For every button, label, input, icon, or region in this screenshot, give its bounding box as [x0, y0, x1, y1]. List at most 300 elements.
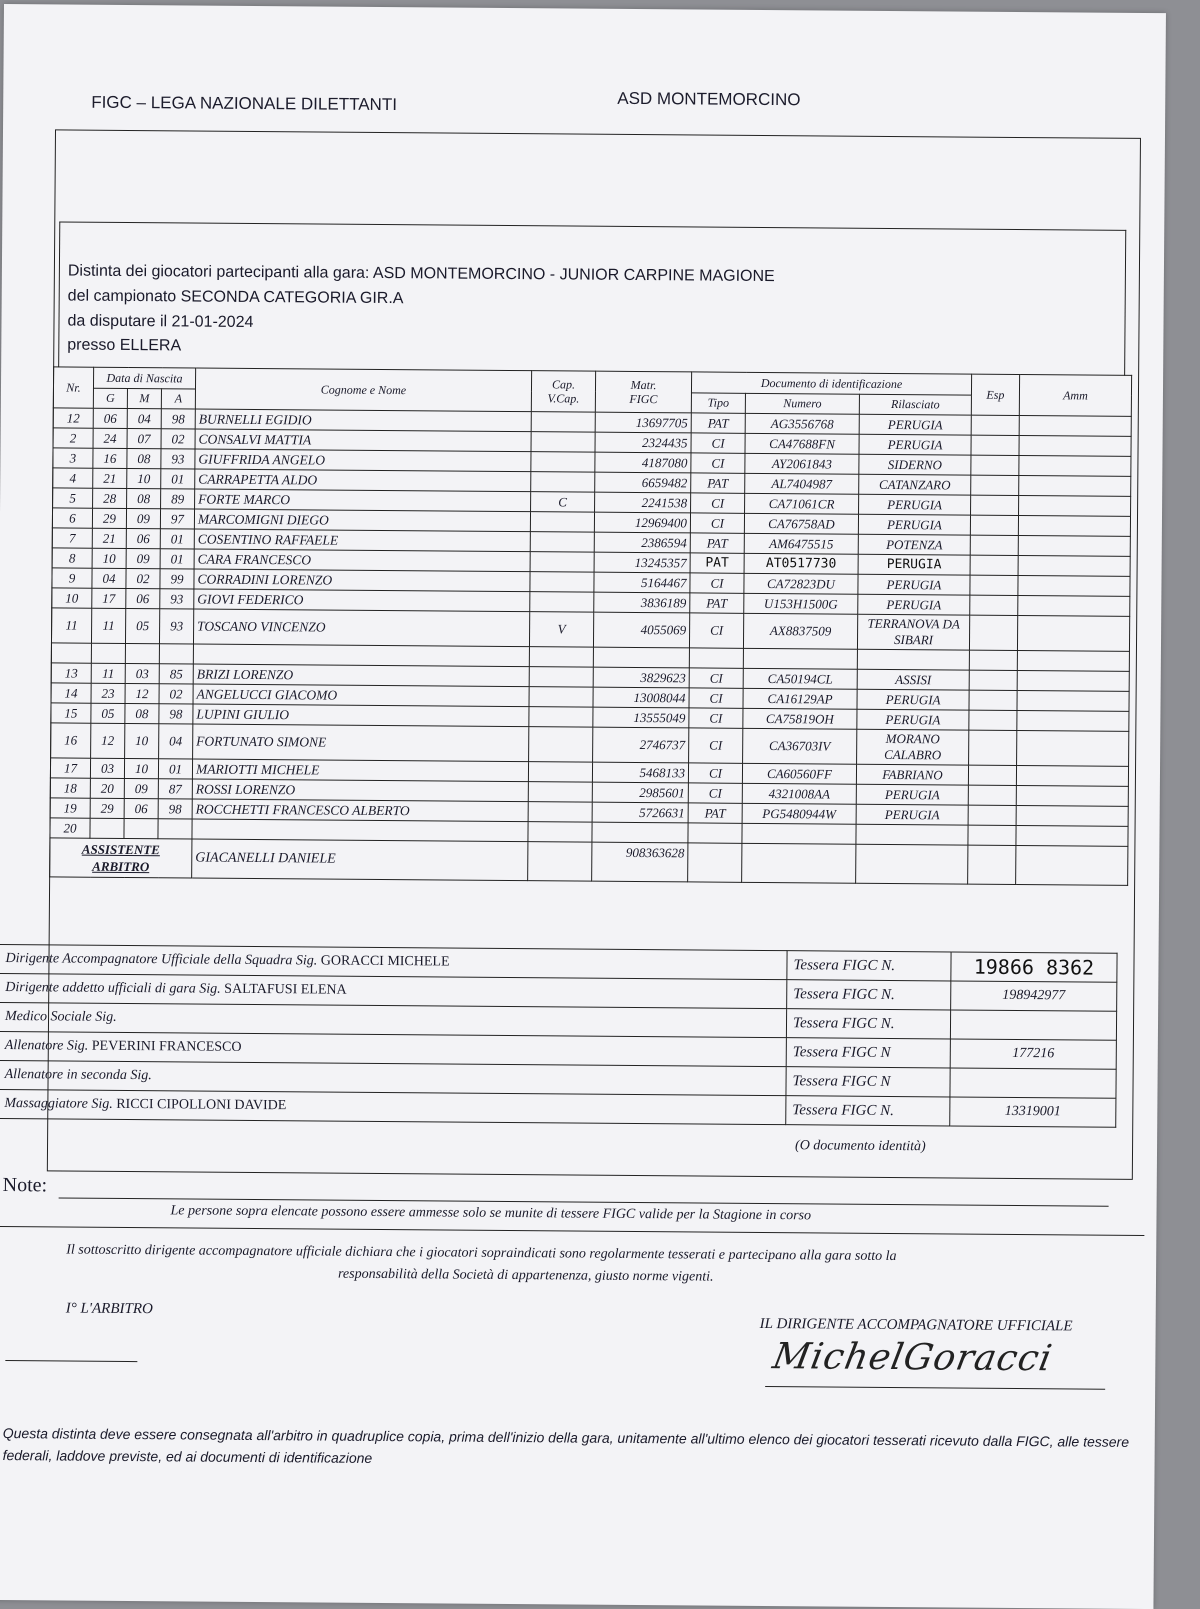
- cell-cap: [531, 412, 595, 433]
- cell-esp: [971, 415, 1019, 435]
- cell-name: CORRADINI LORENZO: [194, 569, 530, 592]
- cell-tipo: PAT: [691, 413, 745, 433]
- cell-ril: PERUGIA: [859, 494, 971, 515]
- cell-cap: [529, 727, 593, 763]
- cell-m: 02: [126, 568, 160, 588]
- cell-ril: TERRANOVA DA SIBARI: [857, 614, 969, 650]
- cell-name: COSENTINO RAFFAELE: [194, 529, 530, 552]
- assistant-cap: [528, 842, 592, 882]
- cell-a: 93: [159, 609, 193, 644]
- cell-m: 09: [126, 508, 160, 528]
- cell-numero: CA60560FF: [742, 763, 856, 784]
- cell-matr: 4187080: [595, 452, 691, 473]
- cell-g: 29: [92, 508, 126, 528]
- validity-note: Le persone sopra elencate possono essere ammesse solo se munite di tessere FIGC valide per la Stagione in corso: [170, 1203, 811, 1224]
- cell-m: 04: [127, 408, 161, 428]
- cell-tipo: CI: [690, 513, 744, 533]
- cell-cap: [531, 432, 595, 453]
- tessera-number: 19866 8362: [951, 952, 1117, 982]
- footer-instructions: Questa distinta deve essere consegnata all'arbitro in quadruplice copia, prima dell'inizio della gara, unitamente all'ultimo elenco dei giocatori tesserati ricevuto dalla FIGC, alle tessere federali, laddove previste, ed ai documenti di identificazione: [3, 1422, 1143, 1475]
- cell-amm: [1018, 535, 1130, 556]
- tessera-number: 198942977: [951, 981, 1117, 1011]
- cell-tipo: CI: [691, 493, 745, 513]
- cell-tipo: CI: [691, 433, 745, 453]
- col-matr-header: Matr. FIGC: [595, 371, 691, 413]
- col-numero-header: Numero: [745, 393, 859, 414]
- cell-a: 01: [158, 759, 192, 779]
- cell-m: 06: [124, 798, 158, 818]
- cell-a: 93: [161, 449, 195, 469]
- cell-numero: AX8837509: [743, 613, 857, 649]
- cell-numero: CA71061CR: [745, 493, 859, 514]
- cell-name: BRIZI LORENZO: [193, 664, 529, 687]
- cell-name: GIUFFRIDA ANGELO: [195, 449, 531, 472]
- cell-amm: [1019, 455, 1131, 476]
- cell-matr: 5726631: [592, 802, 688, 823]
- cell-matr: 2746737: [593, 727, 689, 763]
- cell-tipo: CI: [688, 763, 742, 783]
- cell-a: 89: [161, 489, 195, 509]
- cell-name: ROCCHETTI FRANCESCO ALBERTO: [192, 799, 528, 822]
- cell-g: 12: [91, 723, 125, 758]
- cell-esp: [968, 825, 1016, 845]
- cell-ril: PERUGIA: [857, 689, 969, 710]
- cell-g: 20: [90, 778, 124, 798]
- cell-ril: SIDERNO: [859, 454, 971, 475]
- cell-ril: PERUGIA: [857, 709, 969, 730]
- doc-note: (O documento identità): [795, 1138, 926, 1155]
- cell-a: 97: [160, 509, 194, 529]
- col-rilasciato-header: Rilasciato: [859, 394, 971, 415]
- cell-esp: [970, 595, 1018, 615]
- cell-nr: 10: [52, 588, 92, 608]
- cell-cap: [530, 572, 594, 593]
- cell-amm: [1016, 765, 1128, 786]
- cell-esp: [969, 615, 1017, 650]
- cell-amm: [1019, 475, 1131, 496]
- tessera-number: [950, 1010, 1116, 1040]
- cell-nr: 3: [53, 448, 93, 468]
- cell-a: 01: [160, 549, 194, 569]
- cell-numero: 4321008AA: [742, 783, 856, 804]
- tessera-label: Tessera FIGC N.: [787, 980, 951, 1010]
- cell-nr: 16: [51, 723, 91, 758]
- col-birth-header: Data di Nascita: [93, 367, 195, 388]
- cell-nr: 11: [51, 608, 91, 643]
- cell-tipo: CI: [691, 453, 745, 473]
- cell-amm: [1016, 805, 1128, 826]
- cell-nr: 9: [52, 568, 92, 588]
- cell-g: 11: [91, 608, 125, 643]
- cell-numero: AG3556768: [745, 413, 859, 434]
- tessera-label: Tessera FIGC N.: [787, 951, 951, 981]
- cell-tipo: CI: [689, 668, 743, 688]
- staff-name: GORACCI MICHELE: [321, 954, 450, 970]
- cell-numero: [742, 823, 856, 844]
- assistant-matr: 908363628: [592, 842, 688, 882]
- cell-numero: U153H1500G: [744, 593, 858, 614]
- cell-amm: [1016, 785, 1128, 806]
- cell-name: BURNELLI EGIDIO: [195, 409, 531, 432]
- assistant-numero: [742, 843, 856, 883]
- col-doc-header: Documento di identificazione: [691, 372, 971, 395]
- staff-table: [0, 944, 1118, 1128]
- cell-name: CONSALVI MATTIA: [195, 429, 531, 452]
- cell-tipo: PAT: [688, 803, 742, 823]
- cell-a: 98: [158, 799, 192, 819]
- cell-cap: [531, 472, 595, 493]
- cell-g: 21: [93, 468, 127, 488]
- cell-a: 99: [160, 569, 194, 589]
- manager-signature: MichelGoracci: [770, 1336, 1056, 1379]
- match-line-date: da disputare il 21-01-2024: [67, 313, 253, 332]
- cell-matr: [593, 647, 689, 668]
- cell-tipo: PAT: [690, 533, 744, 553]
- cell-numero: CA76758AD: [744, 513, 858, 534]
- cell-nr: 7: [52, 528, 92, 548]
- cell-matr: 6659482: [595, 472, 691, 493]
- cell-matr: 2241538: [595, 492, 691, 513]
- cell-ril: FABRIANO: [856, 764, 968, 785]
- cell-m: 06: [126, 588, 160, 608]
- cell-amm: [1017, 650, 1129, 671]
- cell-matr: 12969400: [594, 512, 690, 533]
- cell-numero: CA47688FN: [745, 433, 859, 454]
- document-sheet: [0, 4, 1166, 1609]
- cell-m: 03: [125, 663, 159, 683]
- col-esp-header: Esp: [971, 374, 1019, 415]
- cell-esp: [970, 555, 1018, 575]
- col-tipo-header: Tipo: [691, 392, 745, 413]
- cell-m: 10: [127, 468, 161, 488]
- players-table: [49, 366, 1132, 885]
- col-nr-header: Nr.: [53, 367, 93, 408]
- cell-cap: [529, 707, 593, 728]
- cell-name: MARCOMIGNI DIEGO: [194, 509, 530, 532]
- cell-cap: C: [531, 492, 595, 513]
- tessera-label: Tessera FIGC N: [786, 1038, 950, 1068]
- cell-esp: [969, 650, 1017, 670]
- cell-name: FORTE MARCO: [195, 489, 531, 512]
- cell-numero: CA36703IV: [743, 728, 857, 764]
- cell-tipo: CI: [690, 573, 744, 593]
- cell-esp: [969, 690, 1017, 710]
- cell-ril: PERUGIA: [859, 434, 971, 455]
- cell-matr: 2985601: [592, 782, 688, 803]
- staff-role-label: Dirigente addetto ufficiali di gara Sig.: [5, 980, 221, 997]
- cell-numero: CA50194CL: [743, 668, 857, 689]
- cell-esp: [971, 495, 1019, 515]
- cell-cap: [530, 592, 594, 613]
- cell-cap: V: [529, 612, 593, 648]
- assistant-referee-row: [50, 838, 1128, 885]
- cell-tipo: CI: [689, 613, 743, 648]
- cell-name: GIOVI FEDERICO: [194, 589, 530, 612]
- assistant-name: GIACANELLI DANIELE: [192, 839, 528, 881]
- cell-tipo: PAT: [690, 593, 744, 613]
- cell-cap: [529, 687, 593, 708]
- cell-esp: [968, 765, 1016, 785]
- cell-name: CARRAPETTA ALDO: [195, 469, 531, 492]
- cell-name: ROSSI LORENZO: [192, 779, 528, 802]
- cell-cap: [530, 512, 594, 533]
- assistant-tipo: [688, 843, 742, 882]
- tessera-number: [950, 1068, 1116, 1098]
- cell-nr: 2: [53, 428, 93, 448]
- staff-name: RICCI CIPOLLONI DAVIDE: [116, 1097, 286, 1113]
- cell-tipo: [688, 823, 742, 843]
- cell-amm: [1016, 825, 1128, 846]
- cell-m: 05: [125, 608, 159, 643]
- tessera-label: Tessera FIGC N: [786, 1067, 950, 1097]
- cell-amm: [1019, 415, 1131, 436]
- cell-numero: [743, 648, 857, 669]
- cell-ril: POTENZA: [858, 534, 970, 555]
- cell-nr: 8: [52, 548, 92, 568]
- cell-amm: [1017, 710, 1129, 731]
- col-cap-header: Cap. V.Cap.: [531, 371, 595, 413]
- cell-matr: 4055069: [593, 612, 689, 648]
- assistant-amm: [1016, 845, 1128, 885]
- cell-nr: 18: [50, 778, 90, 798]
- cell-esp: [969, 670, 1017, 690]
- cell-a: 98: [161, 409, 195, 429]
- cell-m: 09: [124, 778, 158, 798]
- cell-g: 28: [93, 488, 127, 508]
- cell-m: 12: [125, 683, 159, 703]
- cell-name: FORTUNATO SIMONE: [193, 724, 529, 762]
- tessera-number: 177216: [950, 1039, 1116, 1069]
- cell-amm: [1017, 670, 1129, 691]
- cell-a: [159, 644, 193, 664]
- cell-matr: 5468133: [592, 762, 688, 783]
- cell-ril: PERUGIA: [859, 414, 971, 435]
- notes-bottom-rule: [0, 1226, 1144, 1236]
- match-info-box: [58, 221, 1126, 375]
- cell-esp: [970, 575, 1018, 595]
- staff-role-label: Medico Sociale Sig.: [5, 1009, 117, 1025]
- cell-name: TOSCANO VINCENZO: [193, 609, 529, 647]
- cell-esp: [969, 710, 1017, 730]
- col-m-header: M: [127, 388, 161, 409]
- cell-nr: 20: [50, 818, 90, 838]
- cell-tipo: PAT: [691, 473, 745, 493]
- cell-numero: CA75819OH: [743, 708, 857, 729]
- cell-amm: [1018, 555, 1130, 576]
- cell-amm: [1018, 595, 1130, 616]
- cell-g: [91, 643, 125, 663]
- staff-role: [0, 1089, 786, 1124]
- cell-matr: 13008044: [593, 687, 689, 708]
- cell-a: 98: [159, 704, 193, 724]
- cell-amm: [1017, 730, 1129, 766]
- cell-tipo: CI: [689, 708, 743, 728]
- cell-nr: 14: [51, 683, 91, 703]
- cell-cap: [528, 762, 592, 783]
- cell-amm: [1019, 495, 1131, 516]
- cell-numero: PG5480944W: [742, 803, 856, 824]
- cell-ril: PERUGIA: [858, 554, 970, 575]
- cell-m: 10: [124, 758, 158, 778]
- col-name-header: Cognome e Nome: [195, 368, 531, 412]
- cell-g: 11: [91, 663, 125, 683]
- cell-cap: [530, 552, 594, 573]
- cell-nr: 5: [53, 488, 93, 508]
- cell-a: 93: [160, 589, 194, 609]
- cell-g: 05: [91, 703, 125, 723]
- cell-m: 09: [126, 548, 160, 568]
- cell-amm: [1019, 435, 1131, 456]
- cell-matr: 13555049: [593, 707, 689, 728]
- cell-matr: [592, 822, 688, 843]
- cell-g: 17: [92, 588, 126, 608]
- cell-nr: [51, 643, 91, 663]
- cell-name: CARA FRANCESCO: [194, 549, 530, 572]
- cell-g: 16: [93, 448, 127, 468]
- staff-name: PEVERINI FRANCESCO: [92, 1039, 242, 1055]
- cell-a: 04: [159, 724, 193, 759]
- cell-amm: [1018, 575, 1130, 596]
- declaration-line-1: Il sottoscritto dirigente accompagnatore ufficiale dichiara che i giocatori sopraindicati sono regolarmente tesserati e partecipano alla gara sotto la: [66, 1243, 896, 1266]
- manager-signature-line: [765, 1386, 1105, 1390]
- cell-a: 01: [160, 529, 194, 549]
- cell-m: 08: [125, 703, 159, 723]
- cell-a: 87: [158, 779, 192, 799]
- cell-tipo: PAT: [690, 553, 744, 573]
- tessera-label: Tessera FIGC N.: [786, 1009, 950, 1039]
- staff-role-label: Allenatore in seconda Sig.: [5, 1067, 152, 1083]
- cell-ril: MORANO CALABRO: [857, 729, 969, 765]
- cell-a: 02: [159, 684, 193, 704]
- cell-a: 02: [161, 429, 195, 449]
- cell-g: [90, 818, 124, 838]
- staff-name: SALTAFUSI ELENA: [224, 982, 347, 998]
- cell-ril: PERUGIA: [858, 514, 970, 535]
- assistant-label: ASSISTENTE ARBITRO: [50, 838, 192, 878]
- cell-nr: 4: [53, 468, 93, 488]
- cell-g: 04: [92, 568, 126, 588]
- cell-name: ANGELUCCI GIACOMO: [193, 684, 529, 707]
- cell-numero: CA72823DU: [744, 573, 858, 594]
- cell-cap: [528, 822, 592, 843]
- cell-name: [192, 819, 528, 842]
- cell-m: [125, 643, 159, 663]
- cell-numero: AL7404987: [745, 473, 859, 494]
- cell-m: 07: [127, 428, 161, 448]
- referee-signature-line: [5, 1360, 137, 1362]
- cell-ril: PERUGIA: [856, 784, 968, 805]
- col-g-header: G: [93, 388, 127, 409]
- cell-tipo: CI: [689, 688, 743, 708]
- col-amm-header: Amm: [1019, 374, 1131, 416]
- cell-m: [124, 818, 158, 838]
- cell-name: MARIOTTI MICHELE: [192, 759, 528, 782]
- cell-tipo: CI: [689, 728, 743, 763]
- cell-cap: [530, 532, 594, 553]
- cell-amm: [1018, 515, 1130, 536]
- staff-role-label: Dirigente Accompagnatore Ufficiale della Squadra Sig.: [5, 951, 317, 968]
- referee-signature-label: I° L'ARBITRO: [66, 1301, 153, 1319]
- cell-numero: AT0517730: [744, 553, 858, 574]
- cell-g: 03: [90, 758, 124, 778]
- col-a-header: A: [161, 388, 195, 409]
- cell-amm: [1017, 690, 1129, 711]
- cell-g: 24: [93, 428, 127, 448]
- cell-matr: 3836189: [594, 592, 690, 613]
- cell-a: [158, 819, 192, 839]
- staff-role-label: Massaggiatore Sig.: [4, 1096, 112, 1112]
- cell-nr: 12: [53, 408, 93, 428]
- cell-g: 10: [92, 548, 126, 568]
- cell-cap: [528, 782, 592, 803]
- cell-nr: 13: [51, 663, 91, 683]
- cell-a: 85: [159, 664, 193, 684]
- cell-ril: ASSISI: [857, 669, 969, 690]
- cell-tipo: [689, 648, 743, 668]
- cell-g: 06: [93, 408, 127, 428]
- match-line-venue: presso ELLERA: [67, 337, 181, 356]
- declaration-line-2: responsabilità della Società di appartenenza, giusto norme vigenti.: [338, 1267, 714, 1286]
- cell-numero: AY2061843: [745, 453, 859, 474]
- cell-m: 08: [127, 448, 161, 468]
- cell-tipo: CI: [688, 783, 742, 803]
- staff-role-label: Allenatore Sig.: [5, 1038, 89, 1054]
- assistant-esp: [968, 845, 1016, 884]
- cell-cap: [528, 802, 592, 823]
- cell-name: LUPINI GIULIO: [193, 704, 529, 727]
- cell-numero: AM6475515: [744, 533, 858, 554]
- cell-a: 01: [161, 469, 195, 489]
- cell-ril: CATANZARO: [859, 474, 971, 495]
- cell-m: 06: [126, 528, 160, 548]
- cell-nr: 15: [51, 703, 91, 723]
- header-league: FIGC – LEGA NAZIONALE DILETTANTI: [91, 93, 397, 115]
- cell-esp: [971, 475, 1019, 495]
- cell-esp: [970, 535, 1018, 555]
- cell-amm: [1017, 615, 1129, 651]
- cell-nr: 6: [52, 508, 92, 528]
- assistant-ril: [856, 844, 968, 884]
- cell-esp: [968, 805, 1016, 825]
- notes-label: Note:: [3, 1174, 48, 1197]
- cell-g: 23: [91, 683, 125, 703]
- cell-name: [193, 644, 529, 667]
- cell-esp: [971, 435, 1019, 455]
- tessera-number: 13319001: [950, 1097, 1116, 1127]
- cell-esp: [971, 455, 1019, 475]
- cell-matr: 2386594: [594, 532, 690, 553]
- cell-numero: CA16129AP: [743, 688, 857, 709]
- cell-g: 29: [90, 798, 124, 818]
- cell-ril: PERUGIA: [856, 804, 968, 825]
- cell-m: 10: [125, 723, 159, 758]
- header-club: ASD MONTEMORCINO: [617, 89, 800, 110]
- cell-ril: PERUGIA: [858, 574, 970, 595]
- cell-cap: [529, 667, 593, 688]
- cell-nr: 19: [50, 798, 90, 818]
- cell-esp: [970, 515, 1018, 535]
- cell-g: 21: [92, 528, 126, 548]
- cell-ril: [856, 824, 968, 845]
- match-line-teams: Distinta dei giocatori partecipanti alla gara: ASD MONTEMORCINO - JUNIOR CARPINE MAGIONE: [68, 263, 775, 287]
- cell-cap: [531, 452, 595, 473]
- cell-matr: 3829623: [593, 667, 689, 688]
- cell-esp: [968, 785, 1016, 805]
- cell-matr: 13697705: [595, 412, 691, 433]
- cell-ril: PERUGIA: [858, 594, 970, 615]
- cell-m: 08: [127, 488, 161, 508]
- cell-esp: [969, 730, 1017, 765]
